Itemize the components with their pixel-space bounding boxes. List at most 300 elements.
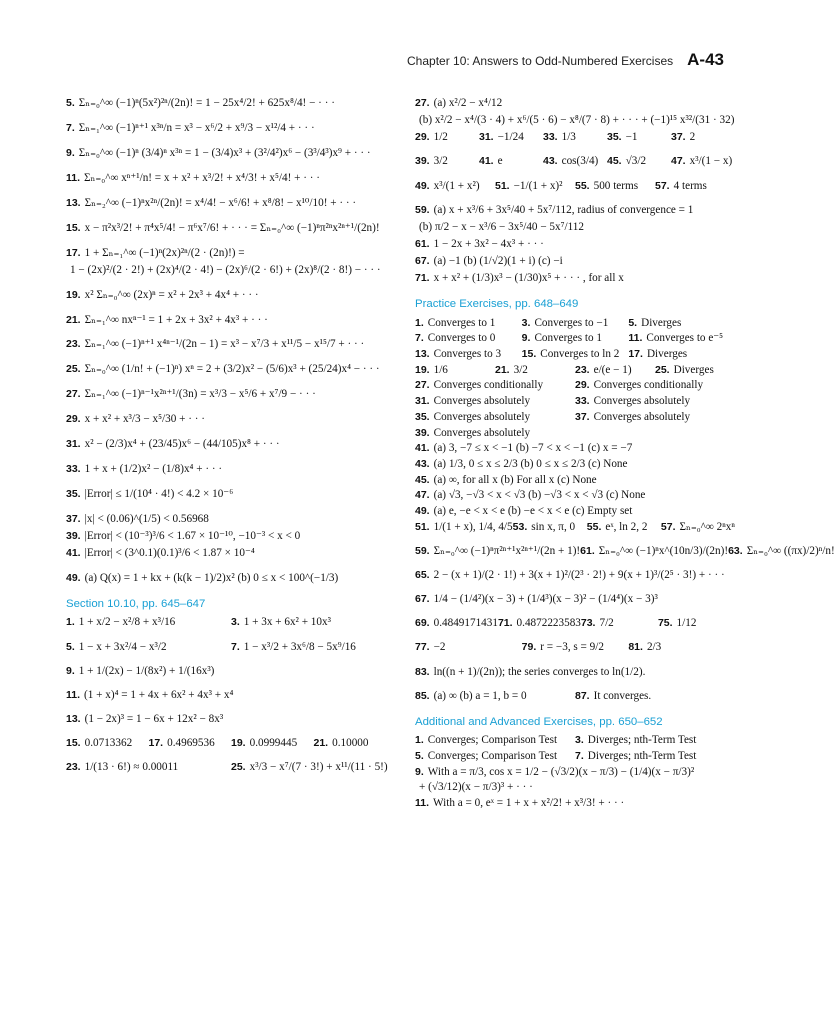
exercise-number: 33. xyxy=(543,131,558,144)
exercise-number: 7. xyxy=(231,640,240,653)
exercise-number: 39. xyxy=(415,155,430,168)
answer-text: (a) ∞ (b) a = 1, b = 0 xyxy=(433,689,527,702)
exercise-number: 23. xyxy=(66,761,81,774)
answer-text: Σₙ₌₀^∞ xⁿ⁺¹/n! = x + x² + x³/2! + x⁴/3! + x⁵/4! + · · · xyxy=(84,171,320,184)
answer-item xyxy=(415,410,575,424)
answer-item xyxy=(66,221,396,235)
answer-item xyxy=(415,130,479,144)
answer-text: Converges absolutely xyxy=(433,426,531,439)
answer-item xyxy=(66,412,396,426)
exercise-number: 37. xyxy=(671,131,686,144)
answer-text: Σₙ₌₁^∞ (−1)ⁿ⁻¹x²ⁿ⁺¹/(3n) = x³/3 − x⁵/6 + x⁷/9 − · · · xyxy=(84,388,316,401)
answer-item xyxy=(580,544,728,558)
exercise-number: 5. xyxy=(66,640,75,653)
exercise-number: 35. xyxy=(415,410,430,423)
right-column xyxy=(415,96,835,812)
answer-text: 500 terms xyxy=(593,179,639,192)
answer-item xyxy=(575,410,735,424)
answer-item xyxy=(479,130,543,144)
exercise-number: 37. xyxy=(66,512,81,525)
exercise-number: 81. xyxy=(628,641,643,654)
answer-row xyxy=(415,749,735,763)
answer-item xyxy=(415,544,580,558)
answer-row xyxy=(66,760,396,774)
exercise-number: 71. xyxy=(415,272,430,285)
exercise-number: 9. xyxy=(66,146,75,159)
answer-item xyxy=(415,179,495,193)
answer-item xyxy=(66,664,396,678)
exercise-number: 27. xyxy=(66,388,81,401)
answer-item xyxy=(522,316,629,330)
answer-text: Σₙ₌₀^∞ (−1)ⁿ(5x²)²ⁿ/(2n)! = 1 − 25x⁴/2! + 625x⁸/4! − · · · xyxy=(78,97,335,109)
answer-item xyxy=(66,640,231,654)
section-heading-practice: Practice Exercises, pp. 648–649 xyxy=(415,298,579,311)
exercise-number: 59. xyxy=(415,544,430,557)
answer-item xyxy=(415,765,735,779)
answer-text: Converges conditionally xyxy=(593,379,704,392)
answer-text: x² − (2/3)x⁴ + (23/45)x⁶ − (44/105)x⁸ + · · · xyxy=(84,438,280,451)
answer-text: 1 − x + 3x²/4 − x³/2 xyxy=(78,640,167,653)
answer-item xyxy=(575,394,735,408)
answer-item xyxy=(66,487,396,501)
answer-item xyxy=(231,760,396,774)
exercise-number: 65. xyxy=(415,569,430,582)
answer-item xyxy=(415,520,513,534)
answer-item xyxy=(671,130,735,144)
answer-item xyxy=(415,347,522,361)
answer-row xyxy=(415,473,735,487)
answer-text: 2 − (x + 1)/(2 · 1!) + 3(x + 1)²/(2³ · 2!) + 9(x + 1)³/(2⁵ · 3!) + · · · xyxy=(433,569,725,582)
exercise-number: 19. xyxy=(66,288,81,301)
answer-text: Converges to ln 2 xyxy=(540,347,620,360)
answer-item xyxy=(66,337,396,351)
exercise-number: 31. xyxy=(479,131,494,144)
exercise-number: 15. xyxy=(66,737,81,750)
answer-row xyxy=(415,640,735,654)
answer-row xyxy=(415,504,735,518)
answer-text: eˣ, ln 2, 2 xyxy=(605,520,648,533)
answer-item xyxy=(522,640,629,654)
answer-item xyxy=(575,733,735,747)
answer-item xyxy=(149,736,232,750)
exercise-number: 29. xyxy=(415,131,430,144)
exercise-number: 15. xyxy=(66,221,81,234)
answer-item xyxy=(415,363,495,377)
exercise-number: 1. xyxy=(66,616,75,629)
exercise-number: 35. xyxy=(66,487,81,500)
answer-text: |x| < (0.06)^(1/5) < 0.56968 xyxy=(84,512,209,525)
answer-item xyxy=(415,488,735,502)
exercise-number: 35. xyxy=(607,131,622,144)
answer-row xyxy=(415,665,735,679)
answer-text: (a) 1/3, 0 ≤ x ≤ 2/3 (b) 0 ≤ x ≤ 2/3 (c) None xyxy=(433,457,628,470)
exercise-number: 13. xyxy=(415,347,430,360)
answer-row xyxy=(415,544,835,558)
answer-text: Σₙ₌₀^∞ (−1)ⁿx^(10n/3)/(2n)! xyxy=(598,544,729,557)
answer-text: x + x² + x³/3 − x⁵/30 + · · · xyxy=(84,413,205,426)
exercise-number: 1. xyxy=(415,316,424,329)
section-10-10-continued-c xyxy=(415,203,735,286)
answer-item xyxy=(314,736,397,750)
exercise-number: 27. xyxy=(415,97,430,109)
answer-item xyxy=(658,616,735,630)
exercise-number: 27. xyxy=(415,379,430,392)
exercise-number: 5. xyxy=(628,316,638,329)
answer-text: 1/4 − (1/4²)(x − 3) + (1/4³)(x − 3)² − (1/4⁴)(x − 3)³ xyxy=(433,593,658,606)
answer-text: Σₙ₌₁^∞ (−1)ⁿ⁺¹ x⁴ⁿ⁻¹/(2n − 1) = x³ − x⁷/3 + x¹¹/5 − x¹⁵/7 + · · · xyxy=(84,338,365,351)
answer-text: 2 xyxy=(689,131,696,144)
answer-item xyxy=(661,520,735,534)
exercise-number: 79. xyxy=(521,641,537,654)
answer-item xyxy=(415,113,735,127)
answer-text: e xyxy=(497,155,503,168)
exercise-number: 57. xyxy=(655,179,670,192)
answer-item xyxy=(415,749,575,763)
answer-row xyxy=(415,780,735,794)
answer-text: 4 terms xyxy=(673,179,707,192)
exercise-number: 11. xyxy=(415,796,430,809)
answer-text: √3/2 xyxy=(625,155,647,168)
answer-text: Converges absolutely xyxy=(433,395,531,408)
exercise-number: 11. xyxy=(628,332,643,345)
answer-text: Converges to −1 xyxy=(534,316,609,329)
exercise-number: 43. xyxy=(543,155,558,168)
exercise-number: 45. xyxy=(607,155,622,168)
answer-text: 1 − 2x + 3x² − 4x³ + · · · xyxy=(433,237,544,250)
answer-text: 3/2 xyxy=(513,363,528,376)
answer-text: Σₙ₌₀^∞ (−1)ⁿπ²ⁿ⁺¹x²ⁿ⁺¹/(2n + 1)! xyxy=(433,544,581,557)
exercise-number: 13. xyxy=(66,196,81,209)
answer-item xyxy=(66,121,396,135)
answer-text: 0.4969536 xyxy=(167,737,215,750)
answer-item xyxy=(66,288,396,302)
exercise-number: 53. xyxy=(512,520,528,533)
answer-text: 7/2 xyxy=(599,617,614,630)
answer-text: Diverges; nth-Term Test xyxy=(587,749,697,762)
answer-item xyxy=(231,736,314,750)
answer-item xyxy=(66,437,396,451)
answer-text: 1 + 1/(2x) − 1/(8x²) + 1/(16x³) xyxy=(78,664,215,677)
answer-item xyxy=(66,546,396,560)
exercise-number: 41. xyxy=(479,155,494,168)
answer-item xyxy=(66,736,149,750)
answer-text: (a) −1 (b) (1/√2)(1 + i) (c) −i xyxy=(433,255,563,267)
answer-item xyxy=(415,271,735,285)
answer-item xyxy=(415,441,735,455)
exercise-number: 3. xyxy=(231,616,240,629)
answer-text: (a) ∞, for all x (b) For all x (c) None xyxy=(433,473,597,486)
answer-item xyxy=(415,394,575,408)
exercise-number: 59. xyxy=(415,203,430,216)
answer-item xyxy=(655,363,735,377)
exercise-number: 33. xyxy=(66,463,81,476)
answer-row xyxy=(415,179,735,193)
exercise-number: 11. xyxy=(66,171,81,184)
answer-item xyxy=(415,237,735,251)
answer-text: Converges to 0 xyxy=(427,332,496,345)
exercise-number: 17. xyxy=(148,737,164,750)
exercise-number: 25. xyxy=(231,761,246,774)
answer-text: 1 + Σₙ₌₁^∞ (−1)ⁿ(2x)²ⁿ/(2 · (2n)!) = xyxy=(84,246,245,259)
exercise-number: 51. xyxy=(415,520,430,533)
exercise-number: 33. xyxy=(575,395,590,408)
answer-row xyxy=(415,426,735,440)
exercise-number: 23. xyxy=(575,363,590,376)
answer-item xyxy=(581,616,658,630)
section-10-10-answers xyxy=(66,615,396,774)
answer-item xyxy=(415,331,522,345)
answer-row xyxy=(415,130,735,144)
answer-text: Converges absolutely xyxy=(433,410,531,423)
exercise-number: 11. xyxy=(66,688,81,701)
answer-row xyxy=(415,331,735,345)
answer-item xyxy=(495,363,575,377)
answer-text: 1/2 xyxy=(433,131,448,144)
answer-text: Diverges xyxy=(641,316,682,329)
exercise-number: 83. xyxy=(415,665,430,678)
answer-item xyxy=(66,712,396,726)
answer-text: (a) x + x³/6 + 3x⁵/40 + 5x⁷/112, radius of convergence = 1 xyxy=(433,203,694,216)
answer-item xyxy=(415,457,735,471)
answer-text: Σₙ₌₀^∞ (1/n! + (−1)ⁿ) xⁿ = 2 + (3/2)x² − (5/6)x³ + (25/24)x⁴ − · · · xyxy=(84,363,380,376)
section-10-9-answers xyxy=(66,96,396,585)
answer-text: Σₙ₌₀^∞ 2ⁿxⁿ xyxy=(679,520,735,533)
section-heading-10-10: Section 10.10, pp. 645–647 xyxy=(66,598,206,611)
answer-item xyxy=(479,154,543,168)
answer-row xyxy=(415,488,735,502)
answer-text: 0.10000 xyxy=(332,737,369,750)
answer-item xyxy=(522,331,629,345)
section-10-10-continued-b xyxy=(415,130,735,192)
answer-item xyxy=(415,154,479,168)
answer-item xyxy=(415,689,575,703)
answer-text: sin x, π, 0 xyxy=(531,520,576,533)
answer-text: x − π²x³/2! + π⁴x⁵/4! − π⁶x⁷/6! + · · · = Σₙ₌₀^∞ (−1)ⁿπ²ⁿx²ⁿ⁺¹/(2n)! xyxy=(84,221,380,234)
answer-text: Converges to e⁻⁵ xyxy=(646,332,724,345)
answer-text: 1/(13 · 6!) ≈ 0.00011 xyxy=(84,761,179,774)
answer-item xyxy=(628,640,735,654)
answer-text: 1 − x³/2 + 3x⁶/8 − 5x⁹/16 xyxy=(243,640,356,653)
answer-text: |Error| ≤ 1/(10⁴ · 4!) < 4.2 × 10⁻⁶ xyxy=(84,487,234,500)
answer-text: x + x² + (1/3)x³ − (1/30)x⁵ + · · · , for all x xyxy=(433,272,624,285)
answer-text: Converges to 3 xyxy=(433,347,502,360)
answer-text: Converges absolutely xyxy=(593,395,691,408)
exercise-number: 47. xyxy=(415,489,430,502)
answer-text: 1/6 xyxy=(433,363,448,376)
answer-item xyxy=(66,96,396,110)
exercise-number: 25. xyxy=(655,363,670,376)
answer-text: Converges to 1 xyxy=(427,316,496,329)
section-heading-additional: Additional and Advanced Exercises, pp. 650–652 xyxy=(415,715,663,728)
answer-text: Diverges xyxy=(646,347,688,360)
exercise-number: 55. xyxy=(575,179,590,192)
answer-text: e/(e − 1) xyxy=(593,363,632,376)
answer-item xyxy=(607,130,671,144)
answer-item xyxy=(66,529,396,543)
exercise-number: 39. xyxy=(66,530,81,542)
answer-row xyxy=(415,154,735,168)
answer-item xyxy=(66,362,396,376)
exercise-number: 31. xyxy=(415,395,430,408)
answer-item xyxy=(495,179,575,193)
exercise-number: 5. xyxy=(415,749,424,762)
answer-text: Σₙ₌₁^∞ nxⁿ⁻¹ = 1 + 2x + 3x² + 4x³ + · · · xyxy=(84,313,268,326)
exercise-number: 39. xyxy=(415,426,430,439)
answer-text: Σₙ₌₀^∞ (−1)ⁿ (3/4)ⁿ x³ⁿ = 1 − (3/4)x³ + (3²/4²)x⁶ − (3³/4³)x⁹ + · · · xyxy=(78,146,371,159)
answer-row xyxy=(415,457,735,471)
answer-item xyxy=(607,154,671,168)
exercise-number: 57. xyxy=(660,520,676,533)
exercise-number: 77. xyxy=(415,641,430,654)
exercise-number: 63. xyxy=(728,544,743,557)
answer-item xyxy=(415,220,735,234)
answer-item xyxy=(575,363,655,377)
exercise-number: 21. xyxy=(66,313,81,326)
answer-text: −2 xyxy=(433,641,446,654)
answer-row xyxy=(415,733,735,747)
answer-row xyxy=(66,664,396,678)
answer-row xyxy=(415,363,735,377)
answer-item xyxy=(522,347,629,361)
answer-text: Converges to 1 xyxy=(534,332,602,345)
answer-text: (a) Q(x) = 1 + kx + (k(k − 1)/2)x² (b) 0 ≤ x < 100^(−1/3) xyxy=(84,572,339,585)
answer-text: ln((n + 1)/(2n)); the series converges to ln(1/2). xyxy=(433,665,646,678)
exercise-number: 31. xyxy=(66,438,81,451)
answer-item xyxy=(66,196,396,210)
exercise-number: 67. xyxy=(415,255,430,267)
answer-text: Converges absolutely xyxy=(593,410,691,423)
answer-text: x³/(1 + x²) xyxy=(433,179,480,192)
answer-item xyxy=(66,760,231,774)
answer-text: Σₙ₌₂^∞ (−1)ⁿx²ⁿ/(2n)! = x⁴/4! − x⁶/6! + x⁸/8! − x¹⁰/10! + · · · xyxy=(84,196,357,209)
exercise-number: 69. xyxy=(415,617,430,630)
answer-item xyxy=(66,387,396,401)
answer-text: Σₙ₌₀^∞ ((πx)/2)ⁿ/n! xyxy=(746,544,835,557)
answer-text: |Error| < (10⁻³)³/6 < 1.67 × 10⁻¹⁰, −10⁻³ < x < 0 xyxy=(84,530,301,542)
answer-text: r = −3, s = 9/2 xyxy=(540,641,604,654)
practice-exercises-answers xyxy=(415,316,735,519)
exercise-number: 9. xyxy=(66,664,75,677)
answer-item xyxy=(66,263,396,277)
answer-item xyxy=(543,130,607,144)
exercise-number: 61. xyxy=(415,237,430,250)
answer-text: Diverges xyxy=(673,363,714,376)
exercise-number: 13. xyxy=(66,712,81,725)
answer-text: 1/3 xyxy=(561,131,576,144)
answer-text: 0.4872223583 xyxy=(516,617,581,630)
answer-text: + (√3/12)(x − π/3)³ + · · · xyxy=(419,781,533,794)
answer-text: 1 + 3x + 6x² + 10x³ xyxy=(243,616,331,629)
exercise-number: 49. xyxy=(415,179,430,192)
exercise-number: 71. xyxy=(497,617,513,630)
answer-item xyxy=(655,179,735,193)
answer-text: −1/(1 + x)² xyxy=(513,179,563,192)
exercise-number: 43. xyxy=(415,457,430,470)
answer-item xyxy=(415,426,735,440)
answer-item xyxy=(66,246,396,260)
answer-item xyxy=(66,571,396,585)
answer-text: x³/3 − x⁷/(7 · 3!) + x¹¹/(11 · 5!) xyxy=(249,761,388,774)
answer-text: Σₙ₌₁^∞ (−1)ⁿ⁺¹ x³ⁿ/n = x³ − x⁶/2 + x⁹/3 − x¹²/4 + · · · xyxy=(78,121,315,134)
answer-item xyxy=(415,733,575,747)
answer-text: 1/12 xyxy=(676,617,697,630)
answer-text: (a) 3, −7 ≤ x < −1 (b) −7 < x < −1 (c) x = −7 xyxy=(433,442,633,455)
exercise-number: 87. xyxy=(575,689,590,702)
answer-item xyxy=(628,316,735,330)
exercise-number: 9. xyxy=(415,765,424,778)
section-10-10-continued-a xyxy=(415,96,735,127)
answer-item xyxy=(415,378,575,392)
chapter-title: Chapter 10: Answers to Odd-Numbered Exercises xyxy=(407,54,674,68)
answer-item xyxy=(415,254,735,268)
exercise-number: 7. xyxy=(575,749,584,762)
answer-text: 1/(1 + x), 1/4, 4/5 xyxy=(433,520,513,533)
answer-text: (a) √3, −√3 < x < √3 (b) −√3 < x < √3 (c) None xyxy=(433,489,646,502)
answer-item xyxy=(415,473,735,487)
additional-exercises-answers xyxy=(415,733,735,810)
answer-item xyxy=(575,689,735,703)
answer-item xyxy=(628,331,735,345)
answer-row xyxy=(415,765,735,779)
answer-item xyxy=(231,615,396,629)
answer-item xyxy=(415,203,735,217)
answer-row xyxy=(415,441,735,455)
exercise-number: 61. xyxy=(580,544,595,557)
answer-text: 2/3 xyxy=(646,641,662,654)
exercise-number: 67. xyxy=(415,593,430,606)
answer-text: |Error| < (3^0.1)(0.1)³/6 < 1.87 × 10⁻⁴ xyxy=(84,547,255,560)
answer-row xyxy=(66,615,396,629)
answer-text: (1 − 2x)³ = 1 − 6x + 12x² − 8x³ xyxy=(84,712,224,725)
answer-item xyxy=(415,96,735,110)
exercise-number: 49. xyxy=(415,505,430,518)
answer-item xyxy=(628,347,735,361)
exercise-number: 85. xyxy=(415,689,430,702)
answer-row xyxy=(415,568,735,582)
answer-row xyxy=(415,796,735,810)
answer-text: 3/2 xyxy=(433,155,448,168)
exercise-number: 3. xyxy=(575,734,584,747)
exercise-number: 75. xyxy=(657,617,673,630)
answer-item xyxy=(587,520,661,534)
answer-item xyxy=(66,462,396,476)
answer-item xyxy=(415,504,735,518)
exercise-number: 51. xyxy=(495,179,510,192)
exercise-number: 19. xyxy=(415,363,430,376)
exercise-number: 41. xyxy=(66,547,81,560)
exercise-number: 23. xyxy=(66,338,81,351)
exercise-number: 25. xyxy=(66,363,81,376)
answer-item xyxy=(66,313,396,327)
answer-row xyxy=(415,520,735,534)
exercise-number: 29. xyxy=(575,379,590,392)
answer-row xyxy=(66,736,396,750)
answer-text: Converges; Comparison Test xyxy=(427,734,558,747)
exercise-number: 1. xyxy=(415,734,424,747)
answer-row xyxy=(415,394,735,408)
answer-item xyxy=(575,749,735,763)
answer-item xyxy=(543,154,607,168)
answer-row xyxy=(415,347,735,361)
answer-item xyxy=(415,796,735,810)
exercise-number: 7. xyxy=(66,121,75,134)
answer-item xyxy=(66,615,231,629)
exercise-number: 45. xyxy=(415,473,430,486)
answer-text: 0.0713362 xyxy=(84,737,133,750)
exercise-number: 47. xyxy=(671,155,686,168)
answer-item xyxy=(513,520,587,534)
answer-item xyxy=(575,179,655,193)
